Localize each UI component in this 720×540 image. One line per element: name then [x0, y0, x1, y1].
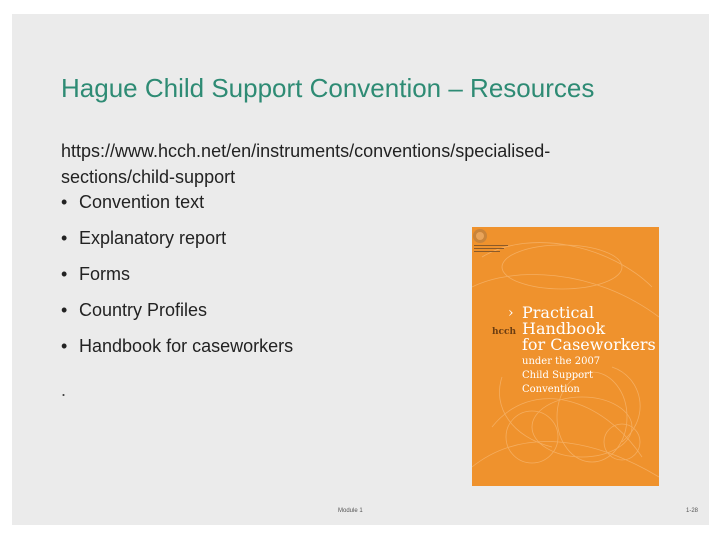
list-item: [61, 226, 293, 262]
list-item-label: Country Profiles: [79, 300, 208, 320]
bullet-icon: •: [61, 264, 68, 284]
page-number: 1-28: [686, 508, 699, 514]
bullet-icon: •: [61, 192, 68, 212]
cover-line: Convention: [522, 384, 580, 395]
footer-module: Module 1: [338, 508, 363, 514]
list-item: [61, 298, 293, 334]
chevron-right-icon: ›: [508, 305, 514, 321]
list-item-label: Explanatory report: [79, 228, 227, 248]
bullet-icon: •: [61, 336, 68, 356]
list-item-label: Handbook for caseworkers: [79, 336, 294, 356]
handbook-cover-image: [472, 227, 659, 486]
hcch-logo-text: hcch: [492, 327, 517, 337]
hcch-logo-icon: [472, 227, 512, 253]
cover-line: Child Support: [522, 370, 593, 381]
cover-line: under the 2007: [522, 356, 601, 367]
cover-line: for Caseworkers: [522, 335, 656, 354]
list-item: [61, 190, 293, 226]
slide-title: Hague Child Support Convention – Resources: [61, 73, 595, 103]
resource-list: [61, 190, 293, 370]
list-item: [61, 334, 293, 370]
list-item-label: Convention text: [79, 192, 205, 212]
trailing-mark: .: [61, 380, 67, 400]
list-item-label: Forms: [79, 264, 130, 284]
resource-url[interactable]: https://www.hcch.net/en/instruments/conventions/specialised-sections/child-support: [61, 141, 551, 187]
bullet-icon: •: [61, 300, 68, 320]
cover-title: [508, 303, 656, 397]
list-item: [61, 262, 293, 298]
cover-line: Practical: [522, 303, 595, 322]
slide: [12, 14, 709, 525]
bullet-icon: •: [61, 228, 68, 248]
cover-line: Handbook: [522, 319, 606, 338]
